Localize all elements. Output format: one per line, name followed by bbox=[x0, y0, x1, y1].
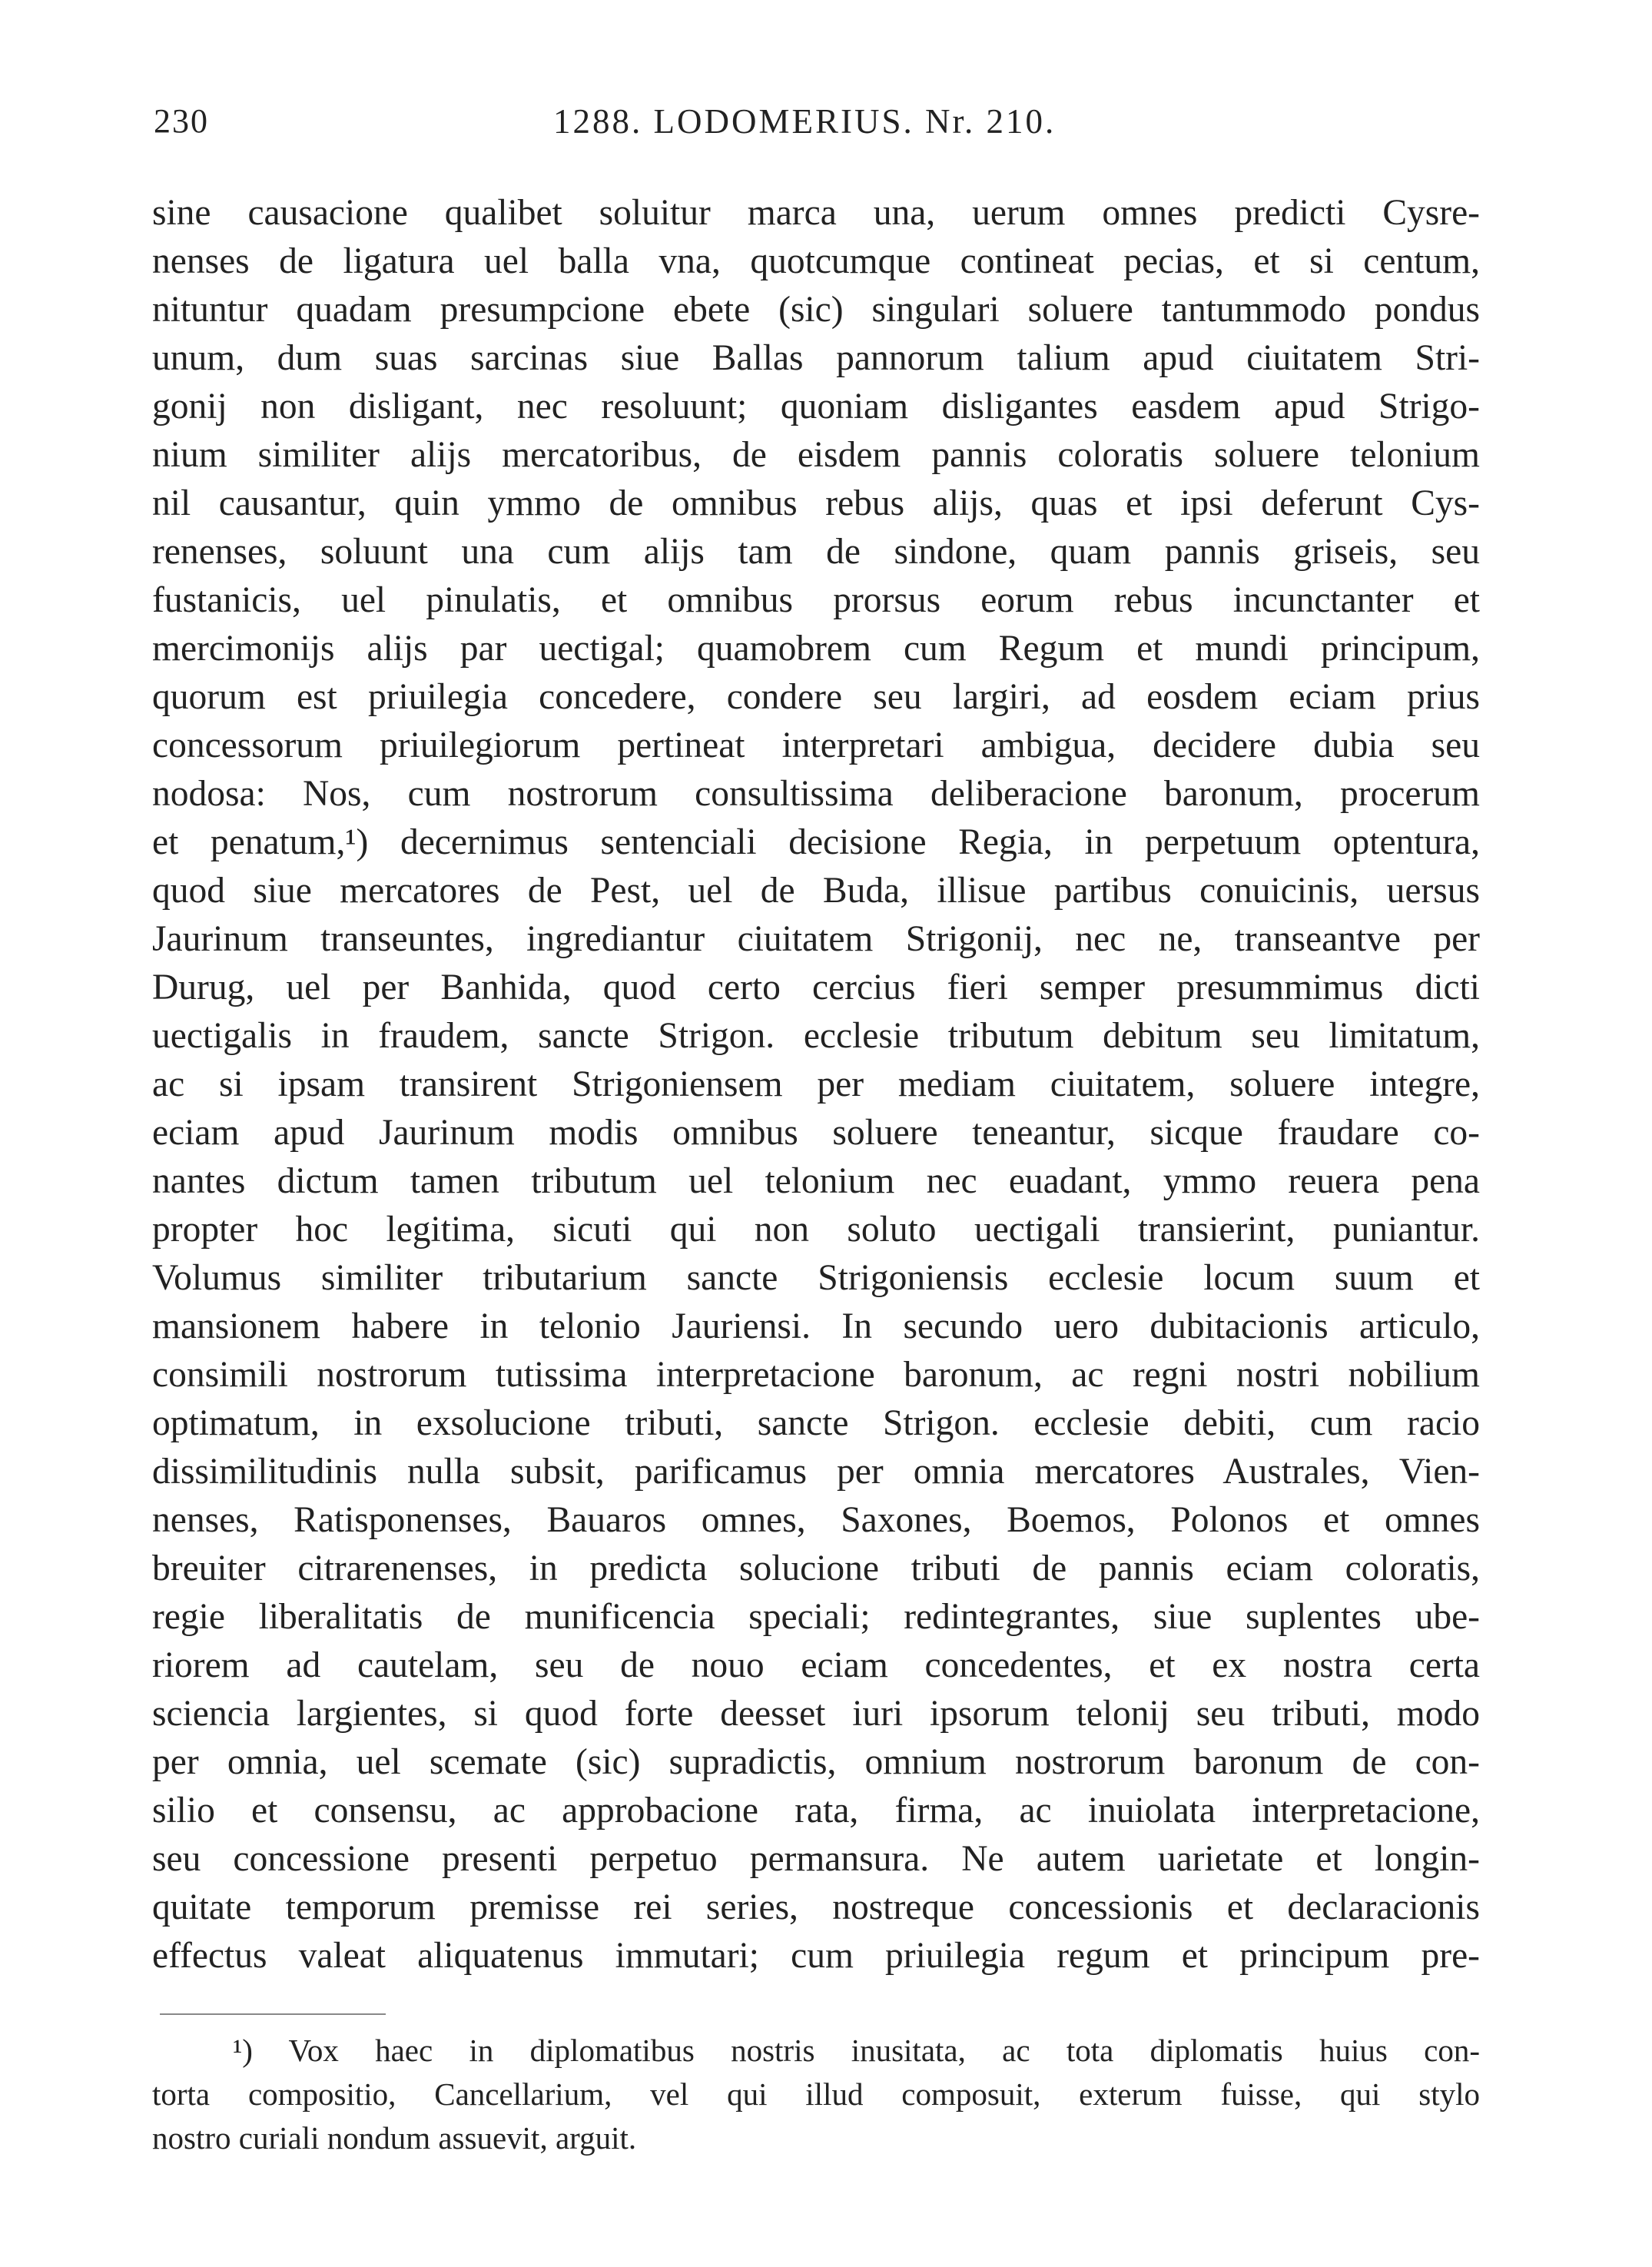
text-line: quitate temporum premisse rei series, nostreque concessionis et declaracionis bbox=[152, 1887, 1480, 1927]
text-line: gonij non disligant, nec resoluunt; quoniam disligantes easdem apud Strigo- bbox=[152, 387, 1480, 427]
text-line: et penatum,¹) decernimus sentenciali decisione Regia, in perpetuum optentura, bbox=[152, 822, 1480, 862]
text-line: dissimilitudinis nulla subsit, parificamus per omnia mercatores Australes, Vien- bbox=[152, 1452, 1480, 1492]
footnote-divider bbox=[160, 2013, 386, 2015]
text-line: quorum est priuilegia concedere, condere seu largiri, ad eosdem eciam prius bbox=[152, 677, 1480, 717]
text-line: propter hoc legitima, sicuti qui non soluto uectigali transierint, puniantur. bbox=[152, 1210, 1480, 1250]
text-line: silio et consensu, ac approbacione rata, firma, ac inuiolata interpretacione, bbox=[152, 1791, 1480, 1831]
text-line: sine causacione qualibet soluitur marca una, uerum omnes predicti Cysre- bbox=[152, 193, 1480, 233]
text-line: effectus valeat aliquatenus immutari; cum priuilegia regum et principum pre- bbox=[152, 1936, 1480, 1976]
text-line: mercimonijs alijs par uectigal; quamobrem cum Regum et mundi principum, bbox=[152, 629, 1480, 669]
text-line: optimatum, in exsolucione tributi, sancte Strigon. ecclesie debiti, cum racio bbox=[152, 1403, 1480, 1443]
text-line: Jaurinum transeuntes, ingrediantur ciuitatem Strigonij, nec ne, transeantve per bbox=[152, 919, 1480, 959]
text-line: Volumus similiter tributarium sancte Strigoniensis ecclesie locum suum et bbox=[152, 1258, 1480, 1298]
text-line: eciam apud Jaurinum modis omnibus soluere teneantur, sicque fraudare co- bbox=[152, 1113, 1480, 1153]
body-text bbox=[152, 189, 1480, 1980]
text-line: nil causantur, quin ymmo de omnibus rebus alijs, quas et ipsi deferunt Cys- bbox=[152, 483, 1480, 523]
text-line: nium similiter alijs mercatoribus, de eisdem pannis coloratis soluere telonium bbox=[152, 435, 1480, 475]
text-line: uectigalis in fraudem, sancte Strigon. ecclesie tributum debitum seu limitatum, bbox=[152, 1016, 1480, 1056]
text-line: nenses, Ratisponenses, Bauaros omnes, Saxones, Boemos, Polonos et omnes bbox=[152, 1500, 1480, 1540]
text-line: seu concessione presenti perpetuo permansura. Ne autem uarietate et longin- bbox=[152, 1839, 1480, 1879]
text-line: concessorum priuilegiorum pertineat interpretari ambigua, decidere dubia seu bbox=[152, 725, 1480, 765]
page-number: 230 bbox=[154, 102, 209, 140]
footnote-line: ¹) Vox haec in diplomatibus nostris inusitata, ac tota diplomatis huius con- bbox=[233, 2033, 1480, 2068]
text-line: nantes dictum tamen tributum uel telonium nec euadant, ymmo reuera pena bbox=[152, 1161, 1480, 1201]
text-line: unum, dum suas sarcinas siue Ballas pannorum talium apud ciuitatem Stri- bbox=[152, 338, 1480, 378]
running-title: 1288. LODOMERIUS. Nr. 210. bbox=[553, 102, 1057, 141]
text-line: renenses, soluunt una cum alijs tam de sindone, quam pannis griseis, seu bbox=[152, 532, 1480, 572]
text-line: riorem ad cautelam, seu de nouo eciam concedentes, et ex nostra certa bbox=[152, 1645, 1480, 1685]
text-line: Durug, uel per Banhida, quod certo cercius fieri semper presummimus dicti bbox=[152, 968, 1480, 1007]
footnotes bbox=[152, 2029, 1480, 2160]
text-line: nodosa: Nos, cum nostrorum consultissima deliberacione baronum, procerum bbox=[152, 774, 1480, 814]
text-line: nenses de ligatura uel balla vna, quotcumque contineat pecias, et si centum, bbox=[152, 241, 1480, 281]
text-line: ac si ipsam transirent Strigoniensem per mediam ciuitatem, soluere integre, bbox=[152, 1064, 1480, 1104]
text-line: per omnia, uel scemate (sic) supradictis, omnium nostrorum baronum de con- bbox=[152, 1742, 1480, 1782]
text-line: sciencia largientes, si quod forte deesset iuri ipsorum telonij seu tributi, modo bbox=[152, 1694, 1480, 1734]
running-header bbox=[154, 101, 1506, 148]
text-line: breuiter citrarenenses, in predicta solucione tributi de pannis eciam coloratis, bbox=[152, 1548, 1480, 1588]
footnote-line: torta compositio, Cancellarium, vel qui illud composuit, exterum fuisse, qui stylo bbox=[152, 2076, 1480, 2112]
text-line: fustanicis, uel pinulatis, et omnibus prorsus eorum rebus incunctanter et bbox=[152, 580, 1480, 620]
text-line: quod siue mercatores de Pest, uel de Buda, illisue partibus conuicinis, uersus bbox=[152, 871, 1480, 911]
footnote-line: nostro curiali nondum assuevit, arguit. bbox=[152, 2120, 637, 2156]
text-line: nituntur quadam presumpcione ebete (sic) singulari soluere tantummodo pondus bbox=[152, 290, 1480, 330]
text-line: consimili nostrorum tutissima interpretacione baronum, ac regni nostri nobilium bbox=[152, 1355, 1480, 1395]
text-line: regie liberalitatis de munificencia speciali; redintegrantes, siue suplentes ube- bbox=[152, 1597, 1480, 1637]
text-line: mansionem habere in telonio Jauriensi. In secundo uero dubitacionis articulo, bbox=[152, 1306, 1480, 1346]
